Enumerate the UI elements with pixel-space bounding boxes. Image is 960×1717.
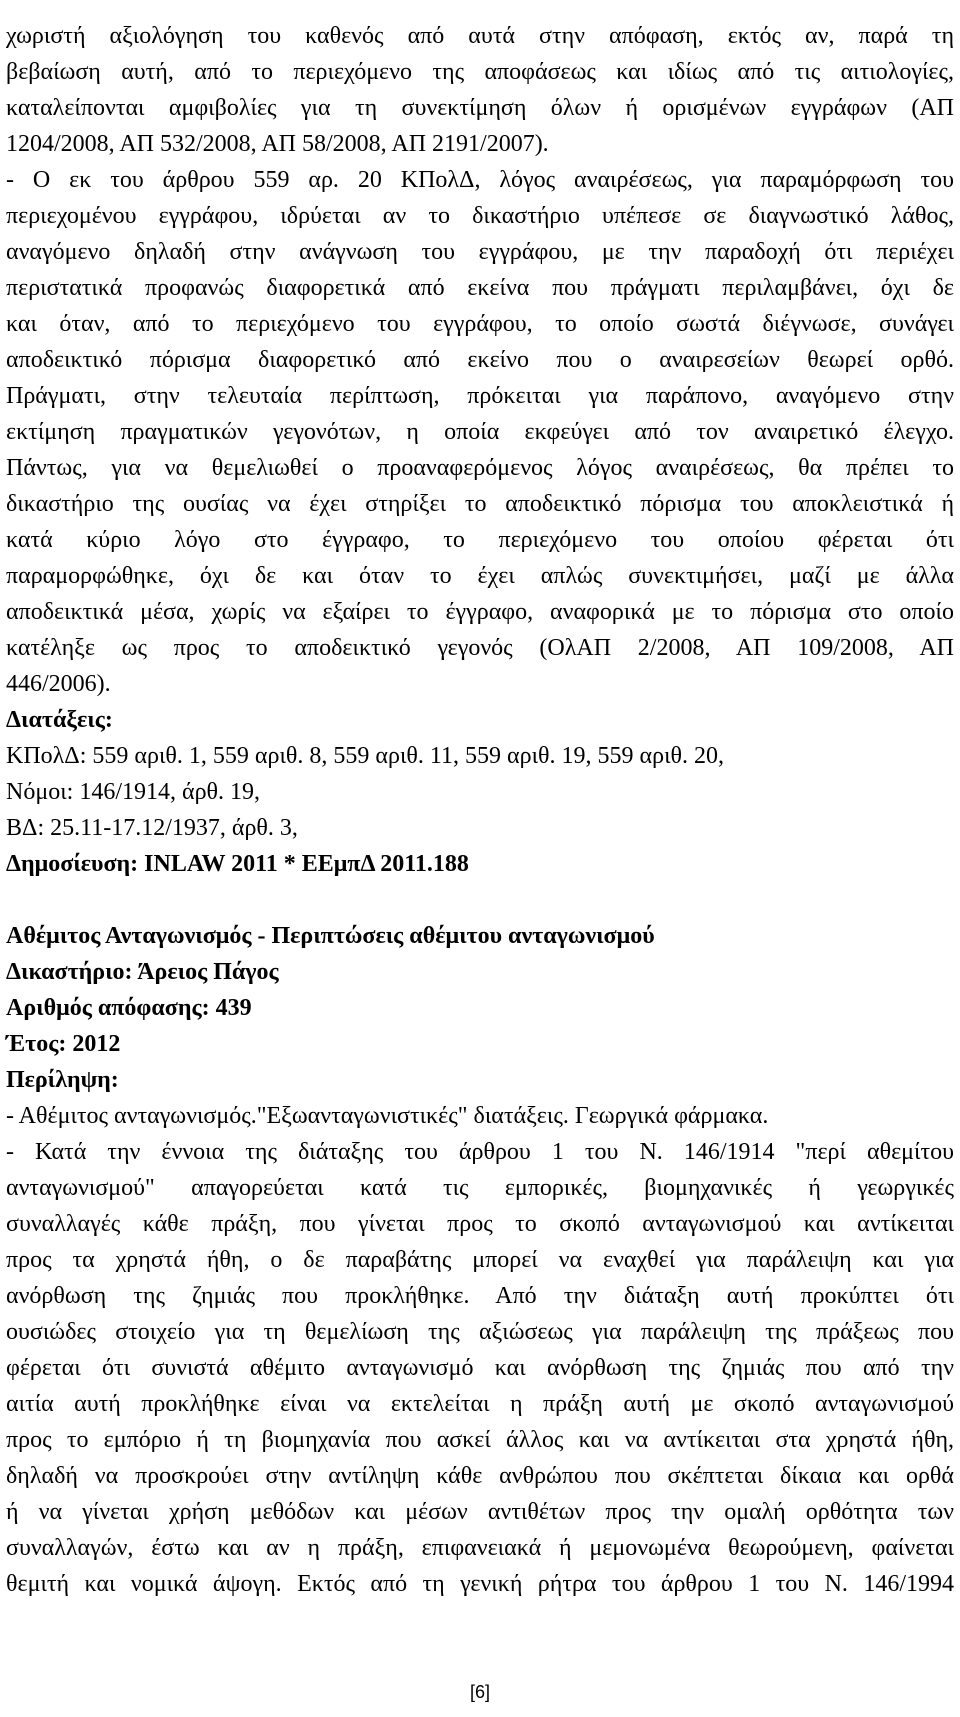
- paragraph-line: χωριστή αξιολόγηση του καθενός από αυτά στην απόφαση, εκτός αν, παρά τη: [6, 23, 954, 49]
- summary-line: αιτία αυτή προκλήθηκε είναι να εκτελείται η πράξη αυτή με σκοπό ανταγωνισμού: [6, 1391, 954, 1417]
- summary-line: προς το εμπόριο ή τη βιομηχανία που ασκεί άλλος και να αντίκειται στα χρηστά ήθη,: [6, 1427, 954, 1453]
- paragraph-line: εκτίμηση πραγματικών γεγονότων, η οποία εκφεύγει από τον αναιρετικό έλεγχο.: [6, 419, 954, 445]
- summary-line: ουσιώδες στοιχείο για τη θεμελίωση της αξιώσεως για παράλειψη της πράξεως που: [6, 1319, 954, 1345]
- paragraph-line: - Ο εκ του άρθρου 559 αρ. 20 ΚΠολΔ, λόγος αναιρέσεως, για παραμόρφωση του: [6, 167, 954, 193]
- summary-label: Περίληψη:: [6, 1067, 119, 1093]
- publication-line: Δημοσίευση: INLAW 2011 * ΕΕμπΔ 2011.188: [6, 851, 469, 877]
- paragraph-line: Πάντως, για να θεμελιωθεί ο προαναφερόμενος λόγος αναιρέσεως, θα πρέπει το: [6, 455, 954, 481]
- paragraph-line: περιστατικά προφανώς διαφορετικά από εκείνα που πράγματι περιλαμβάνει, όχι δε: [6, 275, 954, 301]
- paragraph-line: κατέληξε ως προς το αποδεικτικό γεγονός (ΟλΑΠ 2/2008, ΑΠ 109/2008, ΑΠ: [6, 635, 954, 661]
- paragraph-line: 446/2006).: [6, 671, 111, 697]
- paragraph-line: περιεχομένου εγγράφου, ιδρύεται αν το δικαστήριο υπέπεσε σε διαγνωστικό λάθος,: [6, 203, 954, 229]
- court-line: Δικαστήριο: Άρειος Πάγος: [6, 959, 279, 985]
- summary-line: φέρεται ότι συνιστά αθέμιτο ανταγωνισμό και ανόρθωση της ζημιάς που από την: [6, 1355, 954, 1381]
- summary-line: - Κατά την έννοια της διάταξης του άρθρου 1 του Ν. 146/1914 "περί αθεμίτου: [6, 1139, 954, 1165]
- summary-line: θεμιτή και νομικά άψογη. Εκτός από τη γενική ρήτρα του άρθρου 1 του Ν. 146/1994: [6, 1571, 954, 1597]
- provisions-line: ΚΠολΔ: 559 αριθ. 1, 559 αριθ. 8, 559 αριθ. 11, 559 αριθ. 19, 559 αριθ. 20,: [6, 743, 725, 769]
- paragraph-line: Πράγματι, στην τελευταία περίπτωση, πρόκειται για παράπονο, αναγόμενο στην: [6, 383, 954, 409]
- paragraph-line: και όταν, από το περιεχόμενο του εγγράφου, το οποίο σωστά διέγνωσε, συνάγει: [6, 311, 954, 337]
- provisions-label: Διατάξεις:: [6, 707, 113, 733]
- summary-line: ανόρθωση της ζημιάς που προκλήθηκε. Από την διάταξη αυτή προκύπτει ότι: [6, 1283, 954, 1309]
- summary-line: - Αθέμιτος ανταγωνισμός."Εξωανταγωνιστικές" διατάξεις. Γεωργικά φάρμακα.: [6, 1103, 769, 1129]
- paragraph-line: αποδεικτικό πόρισμα διαφορετικό από εκείνο που ο αναιρεσείων θεωρεί ορθό.: [6, 347, 954, 373]
- paragraph-line: κατά κύριο λόγο στο έγγραφο, το περιεχόμενο του οποίου φέρεται ότι: [6, 527, 954, 553]
- paragraph-line: βεβαίωση αυτή, από το περιεχόμενο της αποφάσεως και ιδίως από τις αιτιολογίες,: [6, 59, 954, 85]
- summary-line: προς τα χρηστά ήθη, ο δε παραβάτης μπορεί να εναχθεί για παράλειψη και για: [6, 1247, 954, 1273]
- decision-number-line: Αριθμός απόφασης: 439: [6, 995, 252, 1021]
- paragraph-line: δικαστήριο της ουσίας να έχει στηρίξει το αποδεικτικό πόρισμα του αποκλειστικά ή: [6, 491, 954, 517]
- paragraph-line: αναγόμενο δηλαδή στην ανάγνωση του εγγράφου, με την παραδοχή ότι περιέχει: [6, 239, 954, 265]
- paragraph-line: 1204/2008, ΑΠ 532/2008, ΑΠ 58/2008, ΑΠ 2191/2007).: [6, 131, 549, 157]
- paragraph-line: παραμορφώθηκε, όχι δε και όταν το έχει απλώς συνεκτιμήσει, μαζί με άλλα: [6, 563, 954, 589]
- paragraph-line: καταλείπονται αμφιβολίες για τη συνεκτίμηση όλων ή ορισμένων εγγράφων (ΑΠ: [6, 95, 954, 121]
- summary-line: ανταγωνισμού" απαγορεύεται κατά τις εμπορικές, βιομηχανικές ή γεωργικές: [6, 1175, 954, 1201]
- provisions-line: Νόμοι: 146/1914, άρθ. 19,: [6, 779, 261, 805]
- case-title: Αθέμιτος Ανταγωνισμός - Περιπτώσεις αθέμιτου ανταγωνισμού: [6, 923, 655, 949]
- page-number: [6]: [469, 1682, 490, 1702]
- summary-line: συναλλαγές κάθε πράξη, που γίνεται προς το σκοπό ανταγωνισμού και αντίκειται: [6, 1211, 954, 1237]
- provisions-line: ΒΔ: 25.11-17.12/1937, άρθ. 3,: [6, 815, 298, 841]
- summary-line: δηλαδή να προσκρούει στην αντίληψη κάθε ανθρώπου που σκέπτεται δίκαια και ορθά: [6, 1463, 954, 1489]
- paragraph-line: αποδεικτικά μέσα, χωρίς να εξαίρει το έγγραφο, αναφορικά με το πόρισμα στο οποίο: [6, 599, 954, 625]
- summary-line: συναλλαγών, έστω και αν η πράξη, επιφανειακά ή μεμονωμένα θεωρούμενη, φαίνεται: [6, 1535, 954, 1561]
- year-line: Έτος: 2012: [6, 1031, 121, 1057]
- summary-line: ή να γίνεται χρήση μεθόδων και μέσων αντιθέτων προς την ομαλή ορθότητα των: [6, 1499, 954, 1525]
